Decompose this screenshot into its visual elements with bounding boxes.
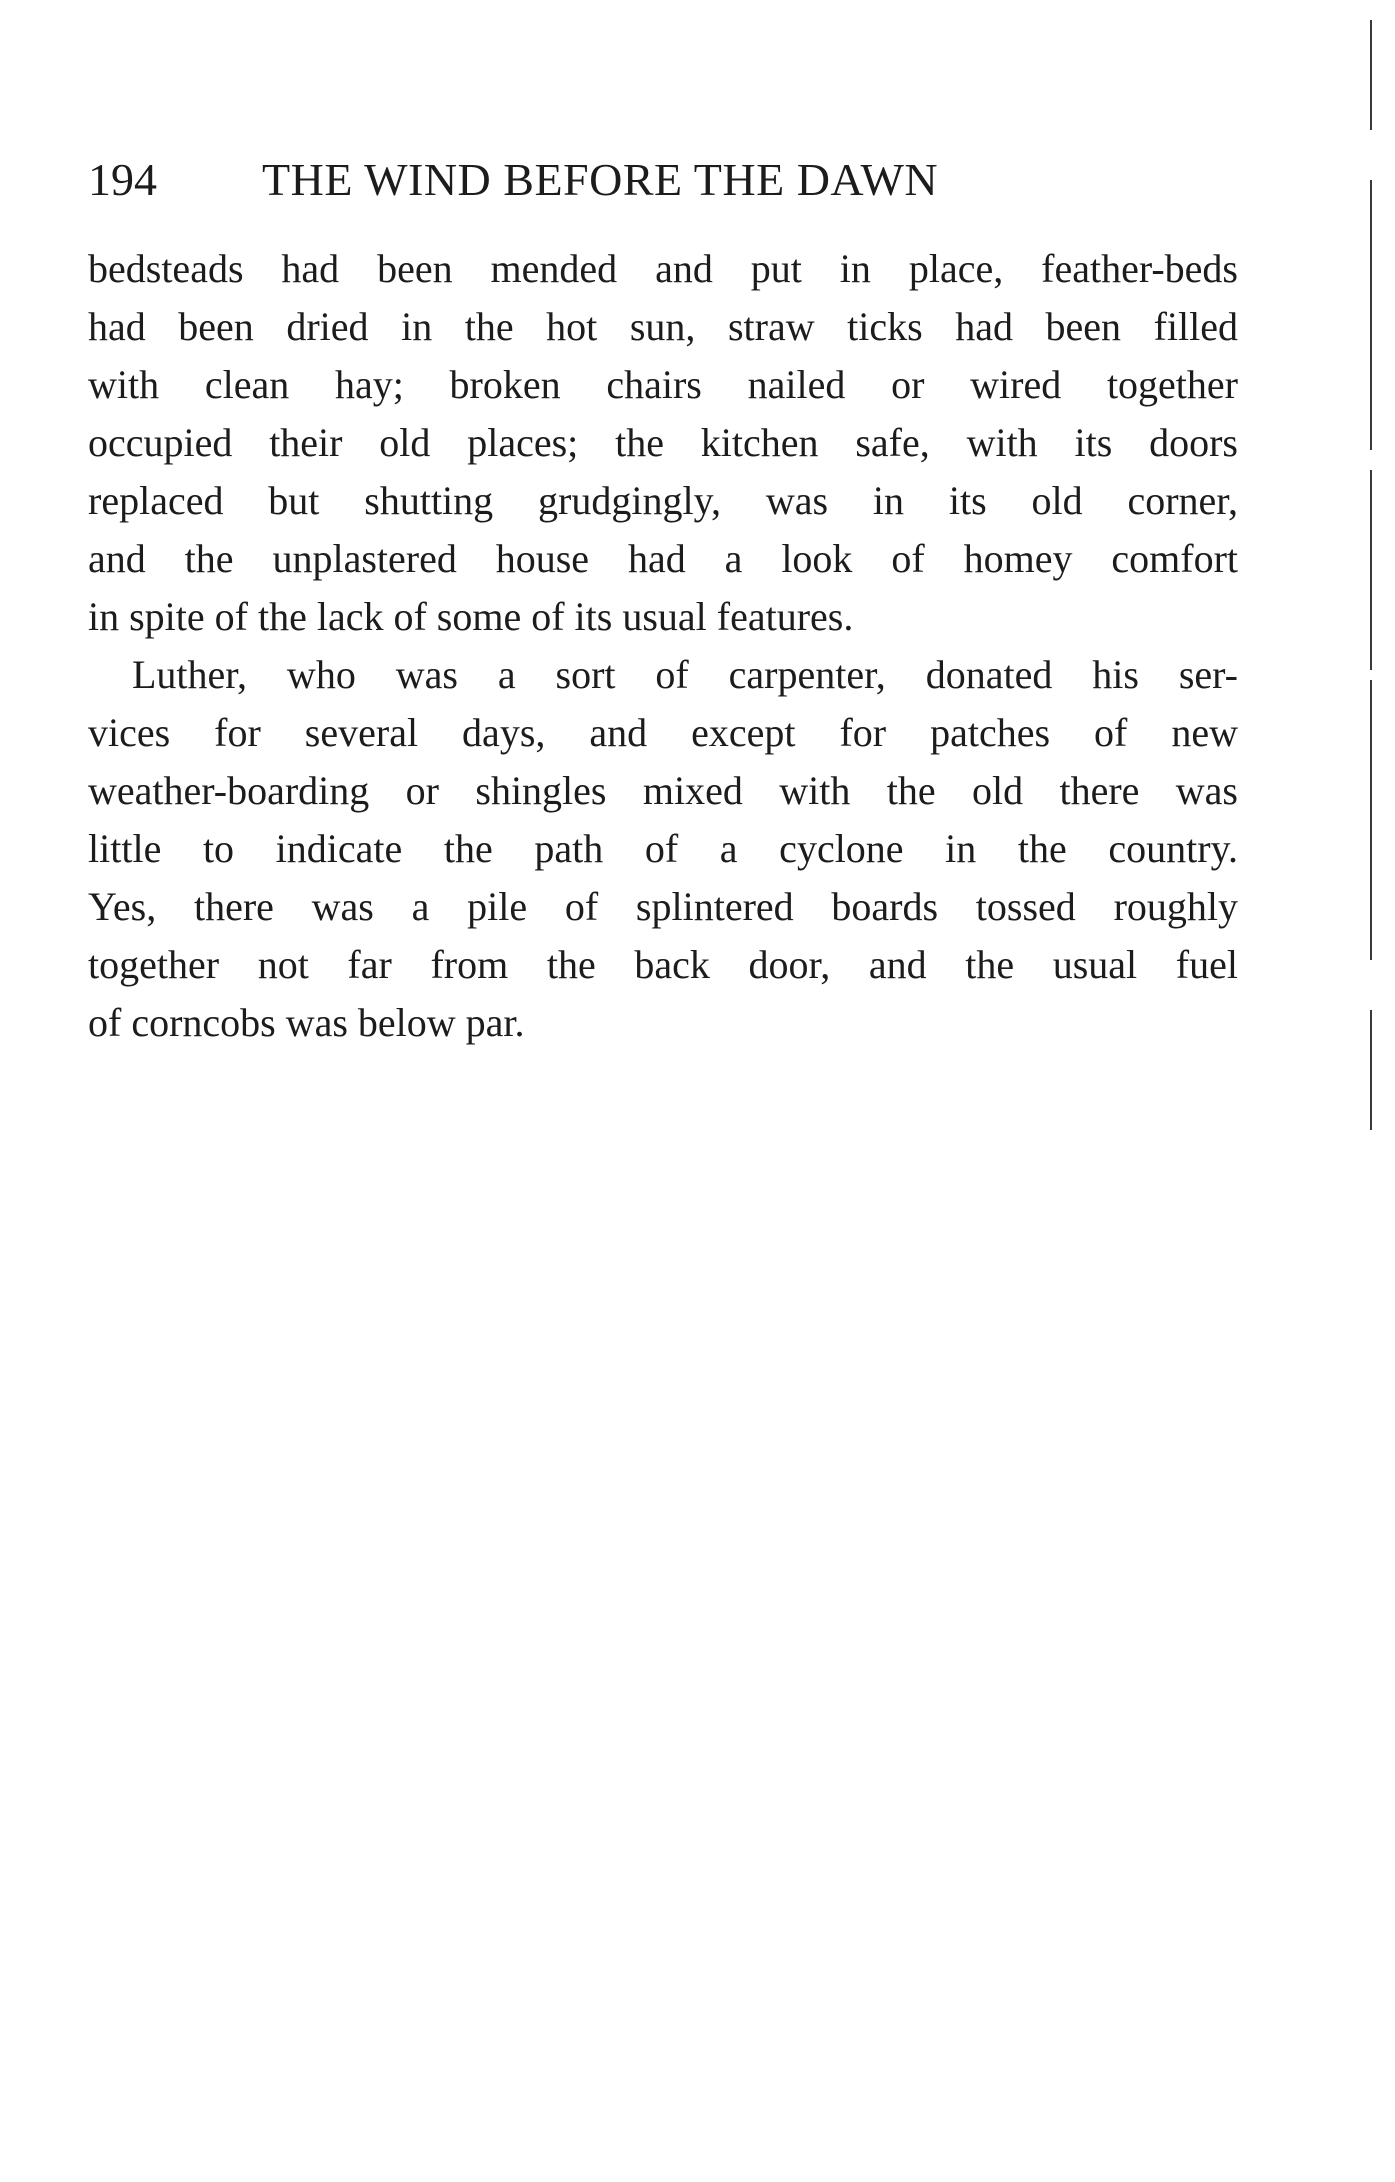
page-number: 194 [88, 154, 157, 205]
text-line: little to indicate the path of a cyclone in the country. [88, 826, 1238, 871]
text-line: with clean hay; broken chairs nailed or wired together [88, 362, 1238, 407]
text-line: had been dried in the hot sun, straw ticks had been filled [88, 304, 1238, 349]
text-line: weather-boarding or shingles mixed with the old there was [88, 768, 1238, 813]
page-edge-mark [1370, 180, 1372, 450]
page-edge-mark [1370, 470, 1372, 670]
text-line: vices for several days, and except for patches of new [88, 710, 1238, 755]
page-edge-mark [1370, 20, 1372, 130]
running-head [88, 150, 1238, 210]
text-line: Luther, who was a sort of carpenter, donated his ser- [132, 652, 1238, 697]
page-edge-mark [1370, 1010, 1372, 1130]
text-line: together not far from the back door, and the usual fuel [88, 942, 1238, 987]
running-title: THE WIND BEFORE THE DAWN [262, 154, 939, 205]
body-text [88, 240, 1238, 1052]
text-line: and the unplastered house had a look of homey comfort [88, 536, 1238, 581]
text-line: Yes, there was a pile of splintered boards tossed roughly [88, 884, 1238, 929]
text-line: of corncobs was below par. [88, 1000, 525, 1045]
text-line: in spite of the lack of some of its usual features. [88, 594, 854, 639]
page-edge-mark [1370, 680, 1372, 960]
text-line: occupied their old places; the kitchen safe, with its doors [88, 420, 1238, 465]
text-line: bedsteads had been mended and put in place, feather-beds [88, 246, 1238, 291]
text-line: replaced but shutting grudgingly, was in its old corner, [88, 478, 1238, 523]
